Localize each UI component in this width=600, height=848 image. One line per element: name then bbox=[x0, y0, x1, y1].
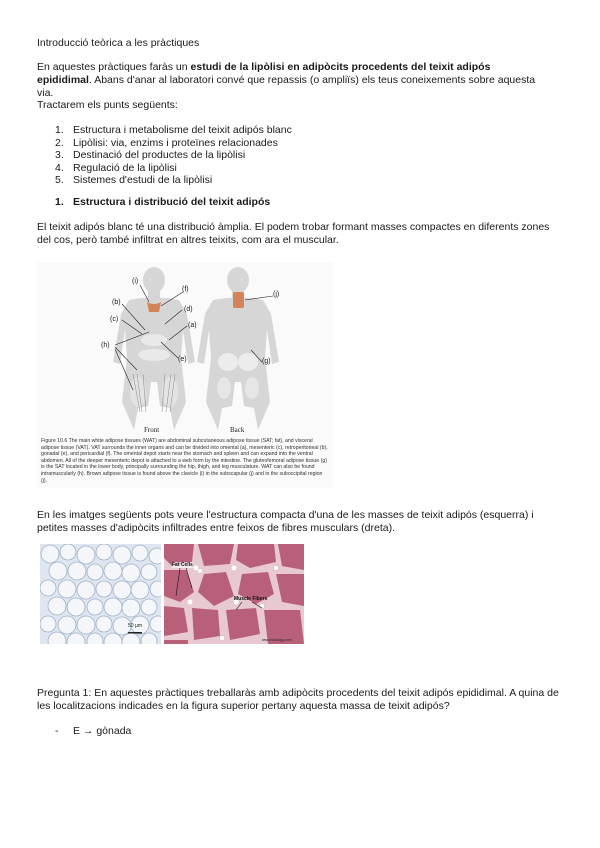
list-item: 5. Sistemes d'estudi de la lipòlisi bbox=[55, 174, 213, 186]
label-h: (h) bbox=[101, 342, 110, 349]
muscle-histology-image bbox=[164, 544, 304, 644]
label-i: (i) bbox=[132, 278, 139, 285]
list-item: 1. Estructura i metabolisme del teixit adipós blanc bbox=[55, 124, 292, 136]
fat-cells-label: Fat Cells bbox=[172, 562, 193, 568]
intro-paragraph: En aquestes pràctiques faràs un estudi de la lipòlisi en adipòcits procedents del teixit adipós epididimal. Abans d'anar al laboratori convé que repassis (o ampliïs) els teus coneixements sobre aquesta via. bbox=[37, 61, 536, 99]
image-credit: www.histology.com bbox=[262, 638, 292, 642]
figure-caption: Figure 10.6 The main white adipose tissues (WAT) are abdominal subcutaneous adipose tissue (SAT; fat), and visceral adipose tissue (VAT). VAT surrounds the inner organs and can be divided into omental (a), mesenteric (c), retroperitoneal (b), gonadal (e), and pericardial (f). The omental depot starts near the stomach and spleen and can expand into the ventral abdomen. All of the deeper mesenteric depot is attached to a web form by the intestine. The gluteofemoral adipose tissue (g) is the SAT located in the lower body, principally surrounding the hip, thigh, and leg musculature. WAT can also be found intramuscularly (h). Brown adipose tissue is found above the clavicle (i) in the subscapular (j) and in the suboccipital region (j). bbox=[41, 438, 328, 484]
label-e: (e) bbox=[178, 356, 187, 363]
points-intro: Tractarem els punts següents: bbox=[37, 99, 178, 111]
back-brown-fat bbox=[233, 292, 244, 308]
adipose-histology-image bbox=[40, 544, 161, 644]
label-front: Front bbox=[144, 426, 160, 434]
doc-title: Introducció teòrica a les pràctiques bbox=[37, 37, 200, 49]
label-g: (g) bbox=[262, 358, 271, 365]
label-a: (a) bbox=[188, 322, 197, 329]
adipose-distribution-figure bbox=[37, 262, 333, 488]
label-back: Back bbox=[230, 426, 245, 434]
adipocyte-pattern bbox=[40, 544, 161, 644]
list-item: 2. Lipòlisi: via, enzims i proteïnes relacionades bbox=[55, 136, 278, 149]
label-c: (c) bbox=[110, 316, 119, 323]
intro-bold: estudi de la lipòlisi en adipòcits procedents del teixit adipós epididimal bbox=[37, 61, 491, 86]
paragraph-images: En les imatges següents pots veure l'estructura compacta d'una de les masses de teixit adipós (esquerra) i petites masses d'adipòcits infiltrades entre feixos de fibres musculars (dreta). bbox=[37, 509, 534, 534]
question-1: Pregunta 1: En aquestes pràctiques treballaràs amb adipòcits procedents del teixit adipós epididimal. A quina de les localitzacions indicades en la figura superior pertany aquesta massa de teixit adipós? bbox=[37, 687, 559, 712]
topics-list bbox=[55, 124, 292, 187]
muscle-fibers-label: Muscle Fibers bbox=[234, 596, 268, 602]
scale-bar-label: 50 µm bbox=[128, 623, 142, 629]
label-j: (j) bbox=[273, 291, 280, 298]
label-b: (b) bbox=[112, 299, 121, 306]
back-body bbox=[197, 267, 279, 430]
answer-1: - E → gònada bbox=[55, 725, 132, 737]
label-d: (d) bbox=[184, 306, 193, 313]
paragraph-distribution: El teixit adipós blanc té una distribució àmplia. El podem trobar formant masses compactes en diferents zones del cos, però també infiltrat en altres teixits, com ara el muscular. bbox=[37, 221, 550, 246]
list-item: 3. Destinació del productes de la lipòlisi bbox=[55, 149, 246, 161]
section-heading: 1. Estructura i distribució del teixit adipós bbox=[55, 196, 271, 208]
label-f: (f) bbox=[182, 286, 189, 293]
list-item: 4. Regulació de la lipòlisi bbox=[55, 161, 177, 174]
muscle-pattern bbox=[164, 544, 304, 644]
